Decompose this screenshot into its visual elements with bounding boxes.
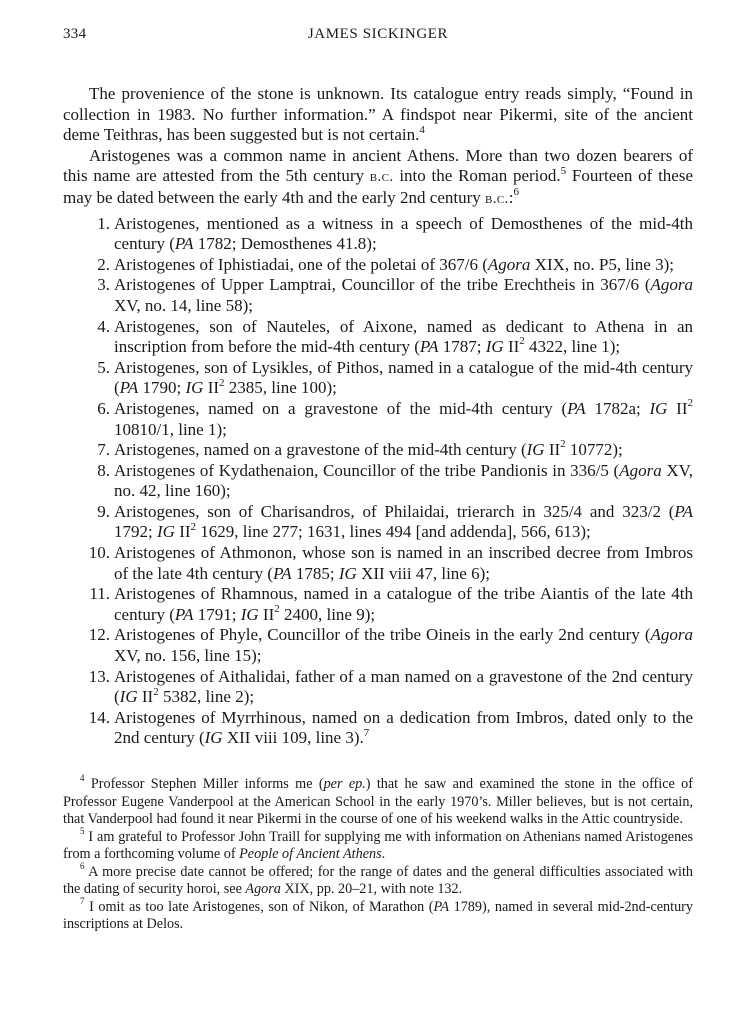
paragraph-aristogenes <box>63 146 693 210</box>
text-segment: Aristogenes, son of Charisandros, of Philaidai, trierarch in 325/4 and 323/2 ( <box>114 501 675 521</box>
era-abbrev: b.c. <box>369 169 394 186</box>
text-segment: 1787; <box>438 337 486 357</box>
list-number: 5. <box>97 357 110 377</box>
italic-text: IG <box>119 687 138 707</box>
italic-text: PA <box>174 604 194 624</box>
list-item <box>63 399 693 440</box>
text-segment: Aristogenes of Kydathenaion, Councillor of the tribe Pandionis in 336/5 ( <box>114 460 620 480</box>
text-segment: XII viii 47, line 6); <box>356 563 490 583</box>
italic-text: Agora <box>487 254 531 274</box>
italic-text: Agora <box>245 881 281 897</box>
list-number: 13. <box>88 666 110 686</box>
text-segment: 2400, line 9); <box>279 604 376 624</box>
list-number: 3. <box>97 275 110 295</box>
list-item <box>63 502 693 543</box>
text-segment: 1791; <box>193 604 241 624</box>
footnote-ref: 6 <box>513 186 520 199</box>
list-item <box>63 667 693 708</box>
text-segment: 10772); <box>565 440 623 460</box>
footnote-number: 4 <box>80 773 85 784</box>
paragraph-text: Fourteen of these may be dated between the early 4th and the early 2nd century <box>63 166 693 207</box>
list-number: 1. <box>97 213 110 233</box>
aristogenes-list <box>63 214 693 749</box>
text-segment: Aristogenes of Rhamnous, named in a catalogue of the tribe Aiantis of the late 4th century ( <box>114 584 693 624</box>
list-number: 9. <box>97 501 110 521</box>
italic-text: IG <box>526 440 545 460</box>
text-segment: 5382, line 2); <box>158 687 255 707</box>
superscript: 2 <box>560 438 566 451</box>
text-segment: Aristogenes, mentioned as a witness in a speech of Demosthenes of the mid-4th century ( <box>114 213 693 254</box>
text-segment: Aristogenes of Myrrhinous, named on a dedication from Imbros, dated only to the 2nd century ( <box>114 707 693 748</box>
italic-text: IG <box>338 563 357 583</box>
text-segment: 10810/1, line 1); <box>114 419 227 439</box>
text-segment: II <box>667 398 688 418</box>
list-number: 10. <box>88 543 110 563</box>
list-item <box>63 708 693 749</box>
italic-text: per ep. <box>323 776 366 792</box>
text-segment: Aristogenes of Aithalidai, father of a man named on a gravestone of the 2nd century ( <box>114 666 693 707</box>
italic-text: IG <box>649 398 668 418</box>
italic-text: People of Ancient Athens <box>239 846 382 862</box>
superscript: 2 <box>219 376 225 389</box>
text-segment: 1785; <box>291 563 339 583</box>
italic-text: Agora <box>619 460 662 480</box>
paragraph-text: The provenience of the stone is unknown. Its catalogue entry reads simply, “Found in collection in 1983. No further information.” A findspot near Pikermi, site of the ancient deme Teithras, has been suggested but is not certain. <box>63 84 693 145</box>
list-item <box>63 440 693 461</box>
paragraph-text: into the Roman period. <box>393 166 561 186</box>
text-segment: II <box>203 378 220 398</box>
superscript: 2 <box>190 520 197 533</box>
superscript: 2 <box>519 335 525 348</box>
text-segment: . <box>381 846 386 862</box>
footnote-number: 7 <box>80 895 85 906</box>
list-item <box>63 543 693 584</box>
text-segment: 2385, line 100); <box>224 378 337 398</box>
paragraph-provenience <box>63 84 693 146</box>
italic-text: Agora <box>650 625 693 645</box>
text-segment: 1629, line 277; 1631, lines 494 [and addenda], 566, 613); <box>196 522 591 542</box>
footnote <box>63 860 694 899</box>
text-segment: XV, no. 156, line 15); <box>114 646 262 666</box>
era-abbrev: b.c. <box>485 190 509 207</box>
text-segment: Aristogenes, son of Nauteles, of Aixone, named as dedicant to Athena in an inscription from before the mid-4th century ( <box>114 316 693 357</box>
paragraph-text: : <box>508 187 514 207</box>
text-segment: II <box>544 440 561 460</box>
list-item <box>63 255 693 276</box>
text-segment: ) that he saw and examined the stone in the office of Professor Eugene Vanderpool at the American School in the early 1970’s. Miller believes, but is not certain, that Vanderpool had found it near Pikermi in the course of one of his weekend walks in the Attic countryside. <box>63 776 693 827</box>
running-title: JAMES SICKINGER <box>307 26 449 42</box>
text-segment: Aristogenes of Phyle, Councillor of the tribe Oineis in the early 2nd century ( <box>114 625 651 645</box>
list-item <box>63 625 693 666</box>
text-segment: I omit as too late Aristogenes, son of Nikon, of Marathon ( <box>89 898 434 915</box>
text-segment: 1792; <box>114 522 157 542</box>
italic-text: IG <box>156 522 175 542</box>
text-segment: II <box>137 687 154 707</box>
list-number: 7. <box>97 440 110 460</box>
text-segment: 1782a; <box>585 398 650 418</box>
text-segment: Aristogenes of Iphistiadai, one of the poletai of 367/6 ( <box>114 254 488 274</box>
footnote-number: 6 <box>80 860 85 871</box>
italic-text: PA <box>433 898 450 915</box>
text-segment: XV, no. 14, line 58); <box>114 295 253 315</box>
list-item <box>63 358 693 399</box>
list-item <box>63 214 693 255</box>
page-number: 334 <box>63 26 87 42</box>
list-item <box>63 461 693 502</box>
list-number: 12. <box>88 625 110 645</box>
footnote-ref: 4 <box>419 123 425 136</box>
superscript: 7 <box>363 726 370 739</box>
text-segment: I am grateful to Professor John Traill for supplying me with information on Athenians named Aristogenes from a forthcoming volume of <box>63 828 694 862</box>
text-segment: Aristogenes of Athmonon, whose son is named in an inscribed decree from Imbros of the late 4th century ( <box>114 543 693 583</box>
text-segment: 1790; <box>138 378 186 398</box>
list-number: 4. <box>97 316 110 336</box>
text-segment: II <box>503 337 520 357</box>
footnote-number: 5 <box>80 825 85 836</box>
italic-text: IG <box>240 604 259 624</box>
text-segment: XIX, pp. 20–21, with note 132. <box>280 881 463 897</box>
text-segment: 4322, line 1); <box>524 337 621 357</box>
footnote <box>63 773 693 829</box>
text-segment: Professor Stephen Miller informs me ( <box>90 776 324 792</box>
italic-text: PA <box>273 563 292 583</box>
running-header <box>63 26 693 50</box>
superscript: 2 <box>274 603 280 616</box>
text-segment: Aristogenes, son of Lysikles, of Pithos, named in a catalogue of the mid-4th century ( <box>114 357 693 398</box>
superscript: 2 <box>153 685 159 698</box>
italic-text: Agora <box>650 275 693 295</box>
footnote <box>63 895 693 934</box>
italic-text: PA <box>567 398 586 418</box>
text-segment: Aristogenes of Upper Lamptrai, Councillor of the tribe Erechtheis in 367/6 ( <box>114 275 651 295</box>
list-item <box>63 584 693 625</box>
text-segment: Aristogenes, named on a gravestone of the mid-4th century ( <box>114 440 527 460</box>
text-segment: 1782; Demosthenes 41.8); <box>193 234 377 254</box>
text-segment: XV, no. 42, line 160); <box>114 460 693 501</box>
italic-text: IG <box>204 728 223 748</box>
footnote <box>63 825 694 864</box>
italic-text: PA <box>419 337 439 357</box>
list-item <box>63 317 693 358</box>
text-segment: Aristogenes, named on a gravestone of the mid-4th century ( <box>114 398 568 418</box>
main-text <box>63 84 693 749</box>
footnotes <box>63 773 694 934</box>
text-segment: 1789), named in several mid-2nd-century inscriptions at Delos. <box>63 898 693 932</box>
italic-text: PA <box>174 234 194 254</box>
paragraph-text: Aristogenes was a common name in ancient Athens. More than two dozen bearers of this name are attested from the 5th century <box>63 145 693 186</box>
text-segment: II <box>258 604 275 624</box>
list-item <box>63 275 693 316</box>
italic-text: IG <box>485 337 504 357</box>
italic-text: IG <box>185 378 204 398</box>
list-number: 8. <box>97 460 110 480</box>
italic-text: PA <box>674 501 693 521</box>
list-number: 14. <box>88 707 110 727</box>
footnote-ref: 5 <box>560 164 567 177</box>
text-segment: II <box>174 522 191 542</box>
superscript: 2 <box>687 397 693 410</box>
text-segment: A more precise date cannot be offered; for the range of dates and the general difficulties associated with the dating of security horoi, see <box>63 863 694 897</box>
list-number: 11. <box>89 584 110 604</box>
text-segment: XII viii 109, line 3). <box>222 728 364 748</box>
italic-text: PA <box>119 378 139 398</box>
list-number: 6. <box>97 398 110 418</box>
text-segment: XIX, no. P5, line 3); <box>530 254 674 274</box>
list-number: 2. <box>97 254 110 274</box>
